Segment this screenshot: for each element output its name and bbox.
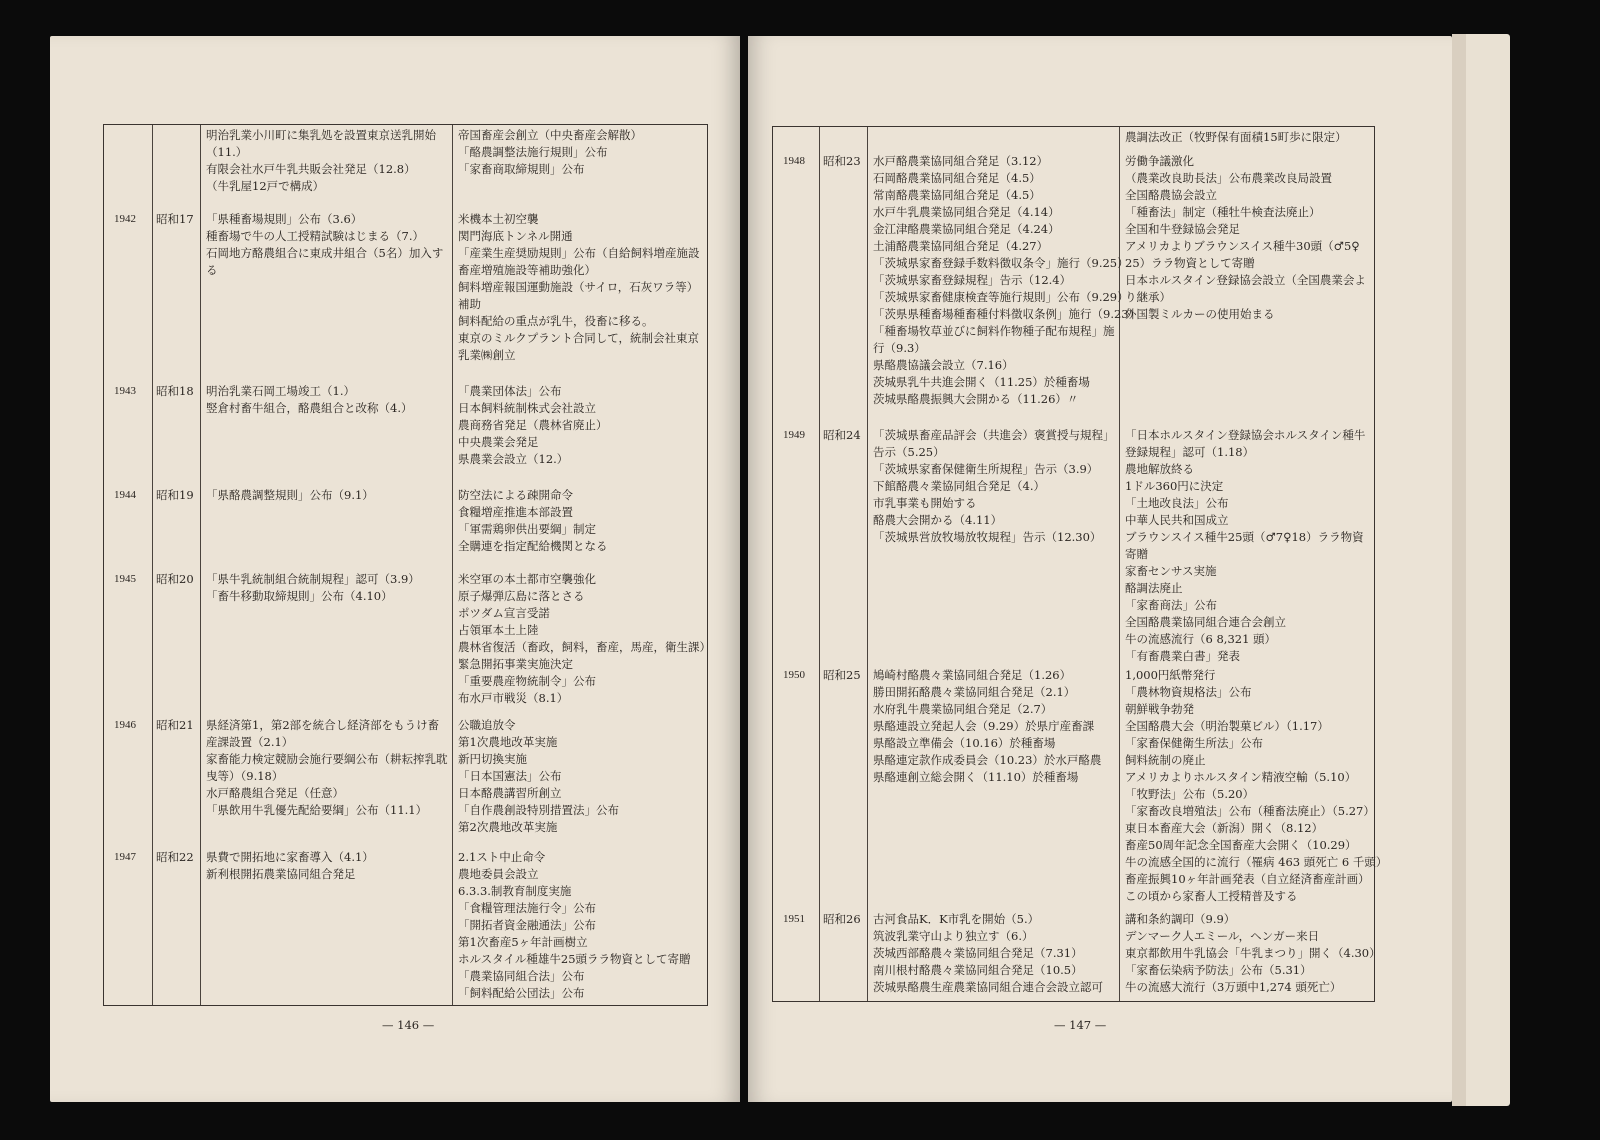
back-cover-edge bbox=[1466, 34, 1510, 1106]
event-line: 告示（5.25） bbox=[873, 445, 945, 459]
event-line: 市乳事業も開始する bbox=[873, 496, 977, 510]
era-cell bbox=[156, 571, 194, 588]
event-line: 補助 bbox=[458, 297, 481, 311]
event-line: 関門海底トンネル開通 bbox=[458, 229, 573, 243]
event-line: ポツダム宣言受諾 bbox=[458, 606, 550, 620]
prefecture-events-cell bbox=[206, 571, 420, 605]
prefecture-events-cell bbox=[206, 717, 448, 819]
event-line: 寄贈 bbox=[1125, 547, 1148, 561]
event-line: ブラウンスイス種牛25頭（♂7♀18）ララ物資 bbox=[1125, 530, 1364, 544]
era-text: 昭和23 bbox=[823, 154, 861, 168]
event-line: 「県種畜場規則」公布（3.6） bbox=[206, 212, 363, 226]
event-line: 「茨城県営放牧場放牧規程」告示（12.30） bbox=[873, 530, 1102, 544]
year-text: 1942 bbox=[114, 213, 136, 225]
event-line: 「家畜商法」公布 bbox=[1125, 598, 1217, 612]
event-line: 産課設置（2.1） bbox=[206, 735, 294, 749]
page-number-right: — 147 — bbox=[1054, 1018, 1107, 1032]
event-line: 県費で開拓地に家畜導入（4.1） bbox=[206, 850, 374, 864]
event-line: 「茨城県家畜登録規程」告示（12.4） bbox=[873, 273, 1072, 287]
event-line: 茨城西部酪農々業協同組合発足（7.31） bbox=[873, 946, 1083, 960]
prefecture-events-cell bbox=[206, 849, 374, 883]
year-text: 1946 bbox=[114, 719, 136, 731]
event-line: 新利根開拓農業協同組合発足 bbox=[206, 867, 356, 881]
event-line: 「畜牛移動取締規則」公布（4.10） bbox=[206, 589, 393, 603]
event-line: 「茨城県家畜健康検査等施行規則」公布（9.29） bbox=[873, 290, 1129, 304]
era-cell bbox=[156, 717, 194, 734]
event-line: ホルスタイル種雄牛25頭ララ物資として寄贈 bbox=[458, 952, 691, 966]
national-events-cell bbox=[1125, 911, 1381, 996]
event-line: 畜産振興10ヶ年計画発表（自立経済畜産計画） bbox=[1125, 872, 1370, 886]
event-line: 講和条約調印（9.9） bbox=[1125, 912, 1236, 926]
event-line: 第1次農地改革実施 bbox=[458, 735, 558, 749]
event-line: （農業改良助長法」公布農業改良局設置 bbox=[1125, 171, 1332, 185]
event-line: 「県牛乳統制組合統制規程」認可（3.9） bbox=[206, 572, 420, 586]
event-line: 下館酪農々業協同組合発足（4.） bbox=[873, 479, 1045, 493]
event-line: 原子爆弾広島に落とさる bbox=[458, 589, 585, 603]
event-line: 東京都飲用牛乳協会「牛乳まつり」開く（4.30） bbox=[1125, 946, 1381, 960]
event-line: 曳等）（9.18） bbox=[206, 769, 284, 783]
event-line: この頃から家畜人工授精普及する bbox=[1125, 889, 1298, 903]
era-cell bbox=[156, 383, 194, 400]
event-line: 朝鮮戦争勃発 bbox=[1125, 702, 1194, 716]
event-line: 第1次畜産5ヶ年計画樹立 bbox=[458, 935, 588, 949]
event-line: 古河食品K．K市乳を開始（5.） bbox=[873, 912, 1040, 926]
era-cell bbox=[156, 487, 194, 504]
event-line: （11.） bbox=[206, 145, 248, 159]
event-line: 家畜センサス実施 bbox=[1125, 564, 1217, 578]
event-line: 「牧野法」公布（5.20） bbox=[1125, 787, 1255, 801]
era-text: 昭和17 bbox=[156, 212, 194, 226]
event-line: 「種畜場牧草並びに飼料作物種子配布規程」施 bbox=[873, 324, 1115, 338]
era-text: 昭和19 bbox=[156, 488, 194, 502]
event-line: 竪倉村畜牛組合，酪農組合と改称（4.） bbox=[206, 401, 413, 415]
era-text: 昭和18 bbox=[156, 384, 194, 398]
year-cell bbox=[114, 211, 136, 228]
era-text: 昭和22 bbox=[156, 850, 194, 864]
event-line: 「飼料配給公団法」公布 bbox=[458, 986, 585, 1000]
event-line: 2.1スト中止命令 bbox=[458, 850, 546, 864]
event-line: 「茨県県種畜場種畜種付料徴収条例」施行（9.23） bbox=[873, 307, 1141, 321]
event-line: 全国酪農業協同組合連合会創立 bbox=[1125, 615, 1286, 629]
event-line: 南川根村酪農々業協同組合発足（10.5） bbox=[873, 963, 1083, 977]
event-line: 「重要農産物統制令」公布 bbox=[458, 674, 596, 688]
national-events-cell bbox=[458, 571, 711, 707]
event-line: 全国和牛登録協会発足 bbox=[1125, 222, 1240, 236]
event-line: 農調法改正（牧野保有面積15町歩に限定） bbox=[1125, 130, 1347, 144]
prefecture-events-cell bbox=[873, 427, 1115, 546]
era-cell bbox=[156, 849, 194, 866]
event-line: 「産業生産奨励規則」公布（自給飼料増産施設 bbox=[458, 246, 700, 260]
event-line: アメリカよりホルスタイン精液空輸（5.10） bbox=[1125, 770, 1357, 784]
era-cell bbox=[156, 211, 194, 228]
event-line: 「土地改良法」公布 bbox=[1125, 496, 1229, 510]
event-line: 種畜場で牛の人工授精試験はじまる（7.） bbox=[206, 229, 424, 243]
event-line: 水戸酪農業協同組合発足（3.12） bbox=[873, 154, 1049, 168]
year-cell bbox=[783, 153, 805, 170]
event-line: 新円切換実施 bbox=[458, 752, 527, 766]
event-line: 占領軍本土上陸 bbox=[458, 623, 539, 637]
event-line: 明治乳業小川町に集乳処を設置東京送乳開始 bbox=[206, 128, 436, 142]
event-line: 中華人民共和国成立 bbox=[1125, 513, 1229, 527]
event-line: 帝国畜産会創立（中央畜産会解散） bbox=[458, 128, 642, 142]
year-text: 1950 bbox=[783, 669, 805, 681]
event-line: デンマーク人エミール，ヘンガー来日 bbox=[1125, 929, 1320, 943]
prefecture-events-cell bbox=[206, 383, 412, 417]
event-line: 農林省復活（畜政，飼料，畜産，馬産，衛生課） bbox=[458, 640, 711, 654]
event-line: 農地委員会設立 bbox=[458, 867, 539, 881]
event-line: 牛の流感大流行（3万頭中1,274 頭死亡） bbox=[1125, 980, 1342, 994]
event-line: 茨城県乳牛共進会開く（11.25）於種畜場 bbox=[873, 375, 1090, 389]
year-cell bbox=[783, 667, 805, 684]
event-line: 牛の流感全国的に流行（罹病 463 頭死亡 6 千頭） bbox=[1125, 855, 1388, 869]
event-line: 東日本畜産大会（新潟）開く（8.12） bbox=[1125, 821, 1324, 835]
event-line: 「自作農創設特別措置法」公布 bbox=[458, 803, 619, 817]
event-line: 牛の流感流行（6 8,321 頭） bbox=[1125, 632, 1277, 646]
year-text: 1948 bbox=[783, 155, 805, 167]
event-line: 県酪農協議会設立（7.16） bbox=[873, 358, 1014, 372]
year-cell bbox=[114, 717, 136, 734]
year-cell bbox=[114, 849, 136, 866]
event-line: 県農業会設立（12.） bbox=[458, 452, 569, 466]
era-cell bbox=[823, 911, 861, 928]
event-line: 公職追放令 bbox=[458, 718, 516, 732]
event-line: 金江津酪農業協同組合発足（4.24） bbox=[873, 222, 1060, 236]
event-line: 飼料配給の重点が乳牛，役畜に移る。 bbox=[458, 314, 654, 328]
event-line: 酪農大会開かる（4.11） bbox=[873, 513, 1003, 527]
year-text: 1949 bbox=[783, 429, 805, 441]
event-line: 1,000円紙幣発行 bbox=[1125, 668, 1216, 682]
event-line: 全購連を指定配給機関となる bbox=[458, 539, 608, 553]
event-line: 登録規程」認可（1.18） bbox=[1125, 445, 1255, 459]
prefecture-events-cell bbox=[206, 487, 374, 504]
event-line: 「種畜法」制定（種牡牛検査法廃止） bbox=[1125, 205, 1321, 219]
event-line: 米機本土初空襲 bbox=[458, 212, 539, 226]
event-line: 畜産増殖施設等補助強化） bbox=[458, 263, 596, 277]
year-cell bbox=[783, 911, 805, 928]
event-line: 6.3.3.制教育制度実施 bbox=[458, 884, 572, 898]
prefecture-events-cell bbox=[206, 211, 443, 279]
event-line: 日本ホルスタイン登録協会設立（全国農業会よ bbox=[1125, 273, 1366, 287]
national-events-cell bbox=[458, 383, 608, 468]
event-line: 「農業団体法」公布 bbox=[458, 384, 562, 398]
event-line: 飼料統制の廃止 bbox=[1125, 753, 1206, 767]
event-line: 「農林物資規格法」公布 bbox=[1125, 685, 1252, 699]
event-line: 土浦酪農業協同組合発足（4.27） bbox=[873, 239, 1049, 253]
national-events-cell bbox=[458, 487, 608, 555]
event-line: 日本酪農講習所創立 bbox=[458, 786, 562, 800]
page-number-left: — 146 — bbox=[382, 1018, 435, 1032]
era-text: 昭和21 bbox=[156, 718, 194, 732]
event-line: 常南酪農業協同組合発足（4.5） bbox=[873, 188, 1041, 202]
prefecture-events-cell bbox=[206, 127, 436, 195]
event-line: 石岡地方酪農組合に東成井組合（5名）加入す bbox=[206, 246, 444, 260]
event-line: 県酪設立準備会（10.16）於種畜場 bbox=[873, 736, 1056, 750]
event-line: 全国酪農協会設立 bbox=[1125, 188, 1217, 202]
national-events-cell bbox=[458, 717, 619, 836]
national-events-cell bbox=[458, 849, 691, 1002]
era-cell bbox=[823, 427, 861, 444]
event-line: 「茨城県畜産品評会（共進会）褒賞授与規程」 bbox=[873, 428, 1115, 442]
year-text: 1944 bbox=[114, 489, 136, 501]
era-text: 昭和26 bbox=[823, 912, 861, 926]
event-line: 「茨城県家畜登録手数料徴収条令」施行（9.25） bbox=[873, 256, 1129, 270]
event-line: 防空法による疎開命令 bbox=[458, 488, 573, 502]
year-text: 1951 bbox=[783, 913, 805, 925]
event-line: 鳩崎村酪農々業協同組合発足（1.26） bbox=[873, 668, 1072, 682]
event-line: 水戸酪農組合発足（任意） bbox=[206, 786, 344, 800]
event-line: 「日本ホルスタイン登録協会ホルスタイン種牛 bbox=[1125, 428, 1366, 442]
event-line: 明治乳業石岡工場竣工（1.） bbox=[206, 384, 355, 398]
national-events-cell bbox=[1125, 153, 1366, 323]
era-cell bbox=[823, 153, 861, 170]
national-events-cell bbox=[458, 127, 642, 178]
year-cell bbox=[114, 383, 136, 400]
year-cell bbox=[114, 571, 136, 588]
event-line: 日本飼料統制株式会社設立 bbox=[458, 401, 596, 415]
event-line: 茨城県酪農生産農業協同組合連合会設立認可 bbox=[873, 980, 1103, 994]
event-line: り継承） bbox=[1125, 290, 1171, 304]
event-line: 1ドル360円に決定 bbox=[1125, 479, 1224, 493]
event-line: 県酪連設立発起人会（9.29）於県庁産畜課 bbox=[873, 719, 1095, 733]
event-line: 石岡酪農業協同組合発足（4.5） bbox=[873, 171, 1041, 185]
era-text: 昭和25 bbox=[823, 668, 861, 682]
national-events-cell bbox=[458, 211, 700, 364]
event-line: 乳業㈱創立 bbox=[458, 348, 516, 362]
event-line: 食糧増産推進本部設置 bbox=[458, 505, 573, 519]
event-line: 行（9.3） bbox=[873, 341, 926, 355]
event-line: 「家畜改良増殖法」公布（種畜法廃止）（5.27） bbox=[1125, 804, 1375, 818]
event-line: 県酪連創立総会開く（11.10）於種畜場 bbox=[873, 770, 1079, 784]
event-line: 「茨城県家畜保健衛生所規程」告示（3.9） bbox=[873, 462, 1099, 476]
event-line: 米空軍の本土都市空襲強化 bbox=[458, 572, 596, 586]
event-line: 有限会社水戸牛乳共販会社発足（12.8） bbox=[206, 162, 416, 176]
year-cell bbox=[114, 487, 136, 504]
event-line: 労働争議激化 bbox=[1125, 154, 1194, 168]
national-events-cell bbox=[1125, 129, 1347, 146]
event-line: 中央農業会発足 bbox=[458, 435, 539, 449]
year-text: 1945 bbox=[114, 573, 136, 585]
era-cell bbox=[823, 667, 861, 684]
prefecture-events-cell bbox=[873, 153, 1140, 408]
event-line: 水戸牛乳農業協同組合発足（4.14） bbox=[873, 205, 1060, 219]
event-line: 「開拓者資金融通法」公布 bbox=[458, 918, 596, 932]
event-line: 「県飲用牛乳優先配給要綱」公布（11.1） bbox=[206, 803, 428, 817]
event-line: 「家畜保健衛生所法」公布 bbox=[1125, 736, 1263, 750]
event-line: アメリカよりブラウンスイス種牛30頭（♂5♀ bbox=[1125, 239, 1360, 253]
event-line: る bbox=[206, 263, 218, 277]
event-line: 「酪農調整法施行規則」公布 bbox=[458, 145, 608, 159]
event-line: 「県酪農調整規則」公布（9.1） bbox=[206, 488, 374, 502]
event-line: 県経済第1，第2部を統合し経済部をもうけ畜 bbox=[206, 718, 440, 732]
event-line: 「軍需鶏卵供出要綱」制定 bbox=[458, 522, 596, 536]
era-text: 昭和20 bbox=[156, 572, 194, 586]
event-line: 東京のミルクプラント合同して，統制会社東京 bbox=[458, 331, 700, 345]
prefecture-events-cell bbox=[873, 667, 1101, 786]
event-line: 家畜能力検定競励会施行要綱公布（耕耘搾乳耽 bbox=[206, 752, 448, 766]
event-line: 筑波乳業守山より独立す（6.） bbox=[873, 929, 1034, 943]
event-line: 飼料増産報国運動施設（サイロ，石灰ワラ等） bbox=[458, 280, 699, 294]
event-line: 緊急開拓事業実施決定 bbox=[458, 657, 573, 671]
event-line: 「家畜伝染病予防法」公布（5.31） bbox=[1125, 963, 1312, 977]
event-line: 畜産50周年記念全国畜産大会開く（10.29） bbox=[1125, 838, 1357, 852]
era-text: 昭和24 bbox=[823, 428, 861, 442]
chronology-table-right bbox=[772, 126, 1388, 1002]
prefecture-events-cell bbox=[873, 911, 1103, 996]
year-cell bbox=[783, 427, 805, 444]
event-line: 「農業協同組合法」公布 bbox=[458, 969, 585, 983]
event-line: 「有畜農業白書」発表 bbox=[1125, 649, 1240, 663]
year-text: 1947 bbox=[114, 851, 136, 863]
event-line: 「日本国憲法」公布 bbox=[458, 769, 562, 783]
event-line: 茨城県酪農振興大会開かる（11.26）〃 bbox=[873, 392, 1079, 406]
event-line: 県酪連定款作成委員会（10.23）於水戸酪農 bbox=[873, 753, 1102, 767]
event-line: 農地解放終る bbox=[1125, 462, 1194, 476]
event-line: 25）ララ物資として寄贈 bbox=[1125, 256, 1255, 270]
event-line: 「食糧管理法施行令」公布 bbox=[458, 901, 596, 915]
event-line: 「家畜商取締規則」公布 bbox=[458, 162, 585, 176]
event-line: 農商務省発足（農林省廃止） bbox=[458, 418, 608, 432]
event-line: 全国酪農大会（明治製菓ビル）（1.17） bbox=[1125, 719, 1329, 733]
event-line: 外国製ミルカーの使用始まる bbox=[1125, 307, 1275, 321]
event-line: 布水戸市戦災（8.1） bbox=[458, 691, 569, 705]
event-line: 第2次農地改革実施 bbox=[458, 820, 558, 834]
national-events-cell bbox=[1125, 427, 1365, 665]
event-line: 水府乳牛農業協同組合発足（2.7） bbox=[873, 702, 1053, 716]
year-text: 1943 bbox=[114, 385, 136, 397]
national-events-cell bbox=[1125, 667, 1387, 905]
event-line: 勝田開拓酪農々業協同組合発足（2.1） bbox=[873, 685, 1076, 699]
event-line: （牛乳屋12戸で構成） bbox=[206, 179, 325, 193]
chronology-table-left bbox=[103, 124, 711, 1006]
event-line: 酪調法廃止 bbox=[1125, 581, 1183, 595]
page-edge bbox=[1452, 34, 1466, 1106]
